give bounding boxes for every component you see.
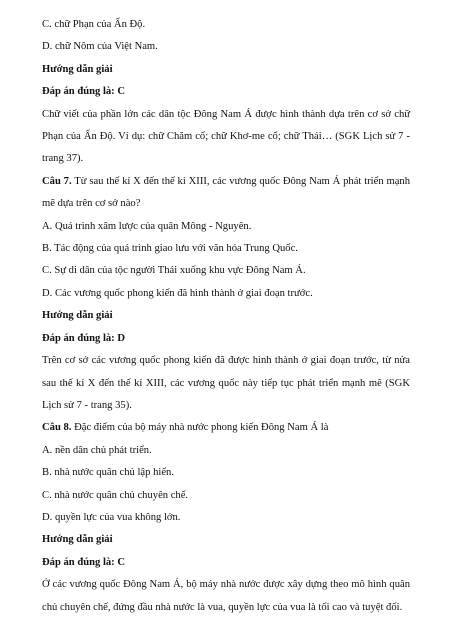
guide-heading-q6: Hướng dẫn giải [42,63,113,75]
option-c-previous: C. chữ Phạn của Ấn Độ. [42,19,146,30]
document-page [42,14,410,619]
question-8 [42,417,410,439]
q8-option-c: C. nhà nước quân chủ chuyên chế. [42,489,189,501]
question-7-label: Câu 7. [42,175,72,187]
question-7-text: Từ sau thế kỉ X đến thế kỉ XIII, các vương quốc Đông Nam Á phát triển mạnh mẽ dựa trên cơ sở nào? [42,175,410,210]
explanation-q7: Trên cơ sở các vương quốc phong kiến đã được hình thành ở giai đoạn trước, từ nửa sau thế kỉ X đến thế kỉ XIII, các vương quốc này tiếp tục phát triển mạnh mẽ (SGK Lịch sử 7 - trang 35). [42,355,410,411]
q8-option-a: A. nền dân chủ phát triển. [42,444,152,456]
q8-option-d: D. quyền lực của vua không lớn. [42,511,181,523]
explanation-q8: Ở các vương quốc Đông Nam Á, bộ máy nhà nước được xây dựng theo mô hình quân chủ chuyên chế, đứng đầu nhà nước là vua, quyền lực của vua là tối cao và tuyệt đối. [42,579,410,613]
question-8-text: Đặc điểm của bộ máy nhà nước phong kiến Đông Nam Á là [71,422,329,434]
q7-option-c: C. Sự di dân của tộc người Thái xuống khu vực Đông Nam Á. [42,265,306,277]
option-d-previous: D. chữ Nôm của Việt Nam. [42,41,158,53]
question-8-label: Câu 8. [42,422,72,434]
answer-q7: Đáp án đúng là: D [42,332,126,344]
question-7 [42,171,410,216]
answer-q8: Đáp án đúng là: C [42,556,126,568]
q7-option-b: B. Tác động của quá trình giao lưu với văn hóa Trung Quốc. [42,243,298,255]
explanation-q6: Chữ viết của phần lớn các dân tộc Đông Nam Á được hình thành dựa trên cơ sở chữ Phạn của Ấn Độ. Ví dụ: chữ Chăm cổ; chữ Khơ-me cổ; chữ Thái… (SGK Lịch sử 7 - trang 37). [42,108,410,165]
q8-option-b: B. nhà nước quân chủ lập hiến. [42,467,174,479]
q7-option-d: D. Các vương quốc phong kiến đã hình thành ở giai đoạn trước. [42,287,313,299]
guide-heading-q8: Hướng dẫn giải [42,534,113,546]
q7-option-a: A. Quá trình xâm lược của quân Mông - Nguyên. [42,220,252,232]
answer-q6: Đáp án đúng là: C [42,86,126,98]
guide-heading-q7: Hướng dẫn giải [42,310,113,322]
